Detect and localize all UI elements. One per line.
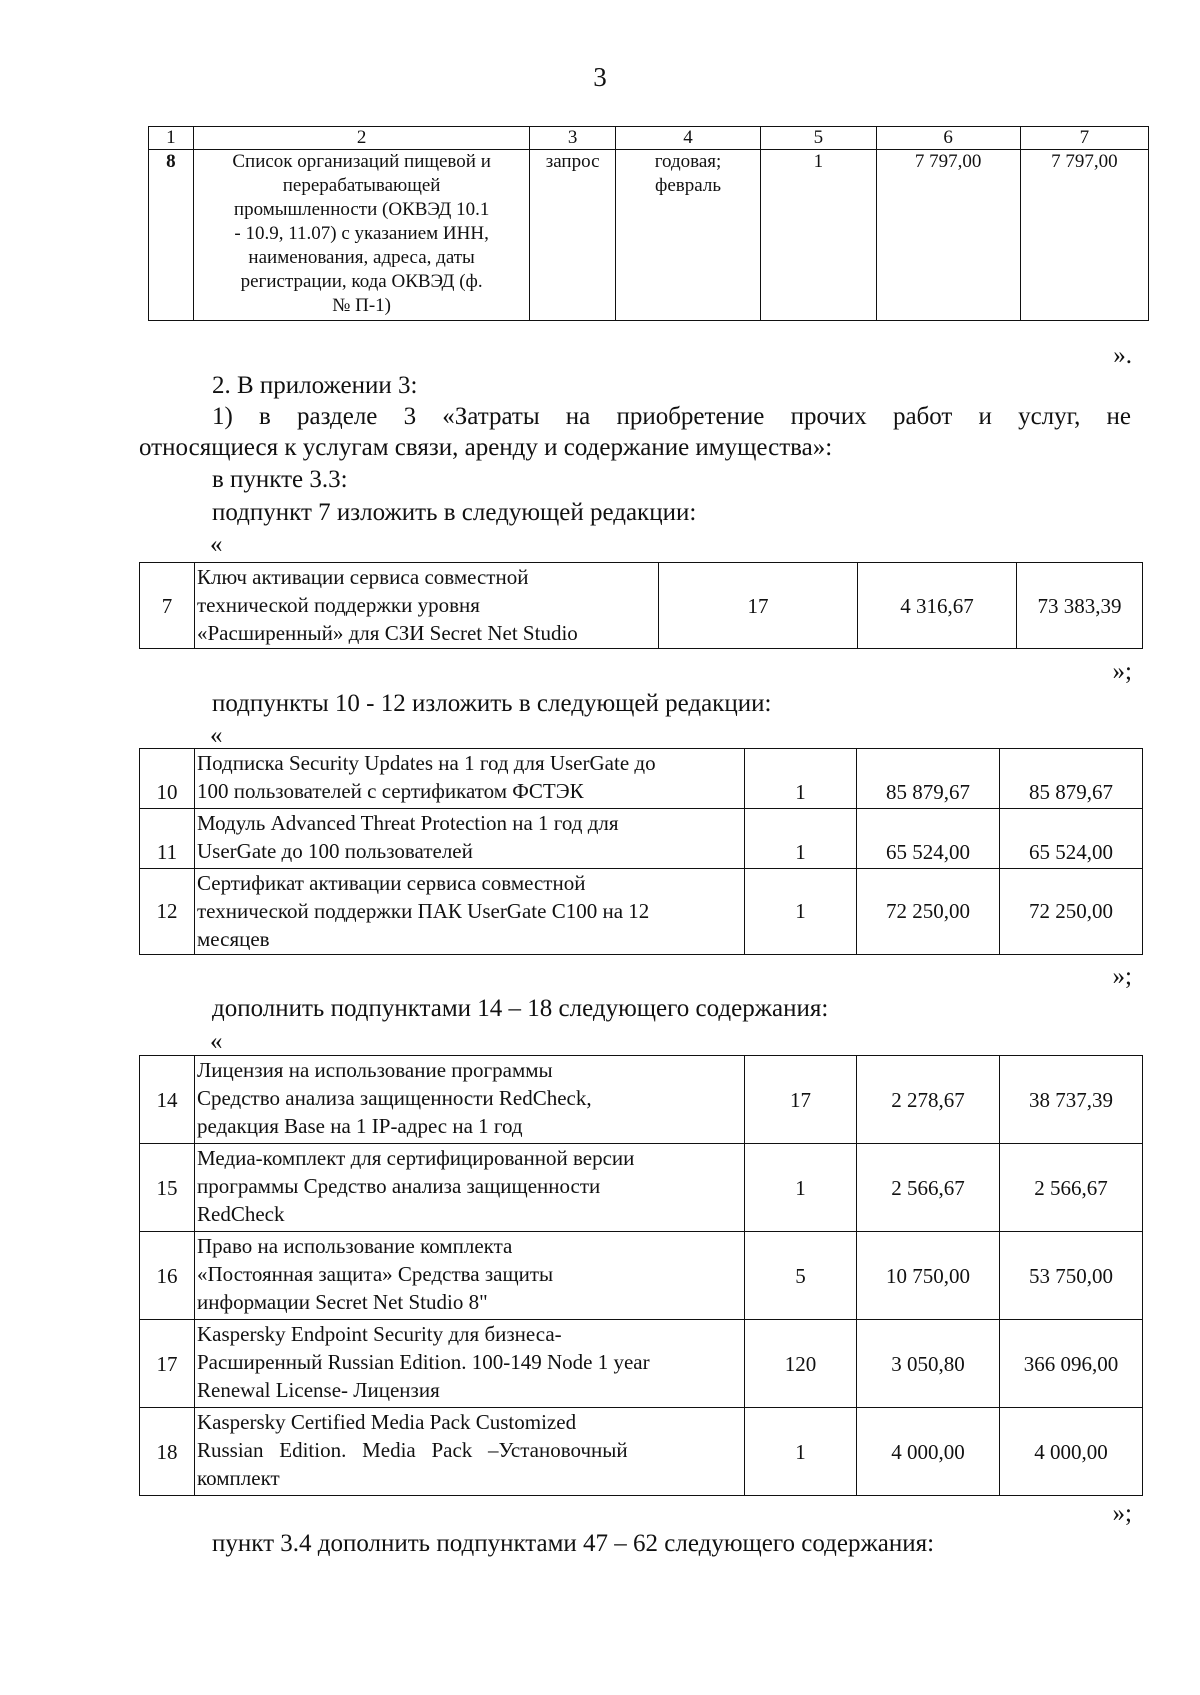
table-subitems-10-12 — [139, 748, 1143, 955]
table-row — [149, 150, 1149, 321]
table-row — [140, 1144, 1143, 1232]
description-line: Лицензия на использование программы — [197, 1058, 553, 1082]
row-total: 2 566,67 — [1000, 1144, 1143, 1232]
periodicity-line: годовая; — [654, 151, 722, 172]
header-cell: 6 — [876, 127, 1020, 150]
section-heading: 2. В приложении 3: — [212, 372, 418, 399]
row-total: 73 383,39 — [1017, 563, 1143, 649]
row-description — [195, 563, 659, 649]
row-number: 14 — [140, 1056, 195, 1144]
row-quantity: 17 — [745, 1056, 857, 1144]
description-line: информации Secret Net Studio 8" — [197, 1290, 488, 1314]
row-description — [195, 1320, 745, 1408]
table-row — [140, 1056, 1143, 1144]
row-number: 12 — [140, 869, 195, 955]
row-total: 72 250,00 — [1000, 869, 1143, 955]
row-number: 17 — [140, 1320, 195, 1408]
description-line: Право на использование комплекта — [197, 1234, 513, 1258]
description-line: UserGate до 100 пользователей — [197, 839, 473, 863]
row-price: 7 797,00 — [876, 150, 1020, 321]
row-total: 366 096,00 — [1000, 1320, 1143, 1408]
row-price: 3 050,80 — [857, 1320, 1000, 1408]
row-total: 4 000,00 — [1000, 1408, 1143, 1496]
description-line: Сертификат активации сервиса совместной — [197, 871, 586, 895]
row-quantity: 1 — [745, 1144, 857, 1232]
header-cell: 7 — [1020, 127, 1148, 150]
description-line: программы Средство анализа защищенности — [197, 1174, 601, 1198]
description-line: технической поддержки ПАК UserGate C100 на 12 — [197, 899, 650, 923]
description-line: - 10.9, 11.07) с указанием ИНН, — [234, 223, 489, 244]
row-description — [195, 749, 745, 809]
description-line: перерабатывающей — [282, 175, 441, 196]
row-price: 85 879,67 — [857, 749, 1000, 809]
description-line: промышленности (ОКВЭД 10.1 — [233, 199, 490, 220]
paragraph-line: 1) в разделе 3 «Затраты на приобретение прочих работ и услуг, не — [212, 403, 1131, 430]
opening-quote: « — [210, 1028, 223, 1055]
table-header-row — [149, 127, 1149, 150]
header-cell: 1 — [149, 127, 194, 150]
header-cell: 4 — [615, 127, 760, 150]
row-description — [195, 1144, 745, 1232]
row-quantity: 1 — [761, 150, 876, 321]
row-description — [195, 869, 745, 955]
row-quantity: 1 — [745, 749, 857, 809]
paragraph-line: пункт 3.4 дополнить подпунктами 47 – 62 следующего содержания: — [212, 1530, 935, 1557]
opening-quote: « — [210, 531, 223, 558]
closing-quote: ». — [1113, 342, 1132, 369]
row-price: 2 566,67 — [857, 1144, 1000, 1232]
table-row — [140, 809, 1143, 869]
description-line: Средство анализа защищенности RedCheck, — [197, 1086, 592, 1110]
row-price: 72 250,00 — [857, 869, 1000, 955]
row-quantity: 1 — [745, 869, 857, 955]
row-number: 8 — [149, 150, 194, 321]
closing-quote: »; — [1112, 963, 1132, 990]
row-number: 11 — [140, 809, 195, 869]
description-line: Kaspersky Certified Media Pack Customized — [197, 1410, 577, 1434]
row-periodicity — [615, 150, 760, 321]
row-number: 7 — [140, 563, 195, 649]
row-price: 65 524,00 — [857, 809, 1000, 869]
row-total: 53 750,00 — [1000, 1232, 1143, 1320]
description-line: № П-1) — [332, 295, 391, 316]
row-number: 10 — [140, 749, 195, 809]
description-line: Список организаций пищевой и — [232, 151, 491, 172]
table-appendix-row-8 — [148, 126, 1149, 321]
description-line: комплект — [197, 1466, 280, 1490]
description-line: Медиа-комплект для сертифицированной версии — [197, 1146, 635, 1170]
description-line: Ключ активации сервиса совместной — [197, 565, 529, 589]
header-cell: 5 — [761, 127, 876, 150]
description-line: 100 пользователей с сертификатом ФСТЭК — [197, 779, 584, 803]
row-description — [195, 1056, 745, 1144]
row-quantity: 17 — [659, 563, 858, 649]
description-line: наименования, адреса, даты — [248, 247, 475, 268]
description-line: Подписка Security Updates на 1 год для UserGate до — [197, 751, 656, 775]
table-row — [140, 749, 1143, 809]
description-line: месяцев — [197, 927, 270, 951]
description-line: Renewal License- Лицензия — [197, 1378, 440, 1402]
row-quantity: 1 — [745, 809, 857, 869]
description-line: Kaspersky Endpoint Security для бизнеса- — [197, 1322, 562, 1346]
table-subitem-7 — [139, 562, 1143, 649]
description-line: технической поддержки уровня — [197, 593, 480, 617]
row-total: 7 797,00 — [1020, 150, 1148, 321]
description-line: Russian Edition. Media Pack –Установочный — [197, 1438, 628, 1462]
description-line: «Расширенный» для СЗИ Secret Net Studio — [197, 621, 578, 645]
paragraph-line: подпункт 7 изложить в следующей редакции: — [212, 499, 697, 526]
row-description — [195, 809, 745, 869]
row-number: 15 — [140, 1144, 195, 1232]
description-line: RedCheck — [197, 1202, 285, 1226]
table-subitems-14-18 — [139, 1055, 1143, 1496]
row-quantity: 120 — [745, 1320, 857, 1408]
description-line: редакция Base на 1 IP-адрес на 1 год — [197, 1114, 523, 1138]
page-number: 3 — [593, 62, 607, 92]
table-row — [140, 563, 1143, 649]
row-price: 10 750,00 — [857, 1232, 1000, 1320]
table-row — [140, 1408, 1143, 1496]
row-price: 4 000,00 — [857, 1408, 1000, 1496]
table-row — [140, 1232, 1143, 1320]
opening-quote: « — [210, 722, 223, 749]
description-line: регистрации, кода ОКВЭД (ф. — [240, 271, 483, 292]
paragraph-line: в пункте 3.3: — [212, 466, 348, 493]
paragraph-line: относящиеся к услугам связи, аренду и содержание имущества»: — [139, 434, 833, 461]
table-row — [140, 1320, 1143, 1408]
row-total: 85 879,67 — [1000, 749, 1143, 809]
row-number: 18 — [140, 1408, 195, 1496]
closing-quote: »; — [1112, 658, 1132, 685]
row-number: 16 — [140, 1232, 195, 1320]
row-description — [193, 150, 530, 321]
paragraph-line: дополнить подпунктами 14 – 18 следующего содержания: — [212, 995, 829, 1022]
row-price: 4 316,67 — [858, 563, 1017, 649]
row-type: запрос — [530, 150, 615, 321]
description-line: «Постоянная защита» Средства защиты — [197, 1262, 554, 1286]
header-cell: 2 — [193, 127, 530, 150]
description-line: Расширенный Russian Edition. 100-149 Node 1 year — [197, 1350, 650, 1374]
paragraph-line: подпункты 10 - 12 изложить в следующей редакции: — [212, 690, 772, 717]
table-row — [140, 869, 1143, 955]
row-quantity: 5 — [745, 1232, 857, 1320]
periodicity-line: февраль — [655, 175, 721, 196]
row-description — [195, 1408, 745, 1496]
header-cell: 3 — [530, 127, 615, 150]
row-price: 2 278,67 — [857, 1056, 1000, 1144]
description-line: Модуль Advanced Threat Protection на 1 год для — [197, 811, 619, 835]
closing-quote: »; — [1112, 1500, 1132, 1527]
row-total: 38 737,39 — [1000, 1056, 1143, 1144]
row-description — [195, 1232, 745, 1320]
row-total: 65 524,00 — [1000, 809, 1143, 869]
row-quantity: 1 — [745, 1408, 857, 1496]
